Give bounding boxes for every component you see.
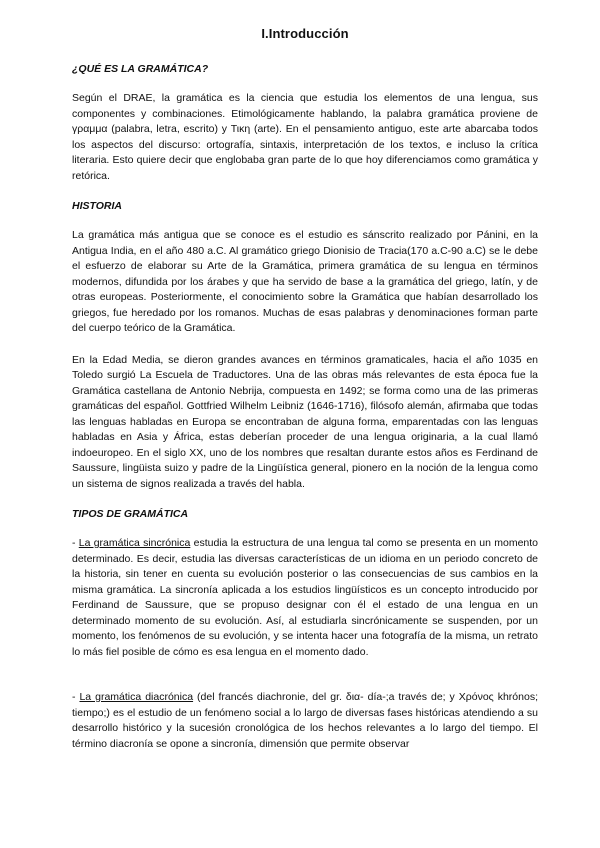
bullet-dash: - [72, 691, 80, 703]
paragraph-historia-1: La gramática más antigua que se conoce es el estudio es sánscrito realizado por Pánini, en la Antigua India, en el año 480 a.C. Al gramático griego Dionisio de Tracia(170 a.C-90 a.C) se le debe el esfuerzo de elaborar su Arte de la Gramática, primera gramática de su lengua en términos modernos, difundida por los árabes y que ha servido de base a la gramática del griego, latín, y de otras europeas. Posteriormente, el conocimiento sobre la Gramática que habían desarrollado los griegos, fue heredado por los romanos. Muchas de esas palabras y denominaciones forman parte del cuerpo teórico de la Gramática. [72, 229, 538, 334]
paragraph-diacronica [72, 690, 538, 752]
spacer [72, 676, 538, 690]
text-sincronica: estudia la estructura de una lengua tal como se presenta en un momento determinado. Es decir, estudia las diversas características de un idioma en un periodo concreto de la historia, sin tener en cuenta su evolución posterior o las consecuencias de sus cambios en la misma gramática. La sincronía aplicada a los estudios lingüísticos es un concepto introducido por Ferdinand de Saussure, que se propuso designar con él el estado de una lengua en un determinado momento de su evolución. Así, al estudiarla sincrónicamente se suspenden, por un momento, los fenómenos de su evolución, y se intenta hacer una fotografía de la misma, un retrato lo más fiel posible de cómo es esa lengua en el momento dado. [72, 537, 539, 658]
page-title: I.Introducción [261, 26, 349, 41]
heading-que-es: ¿QUÉ ES LA GRAMÁTICA? [72, 63, 209, 75]
document-content [72, 26, 538, 768]
paragraph-que-es: Según el DRAE, la gramática es la ciencia que estudia los elementos de una lengua, sus componentes y combinaciones. Etimológicamente hablando, la palabra gramática proviene de γραμμα (palabra, letra, escrito) y Τικη (arte). En el pensamiento antiguo, este arte abarcaba todos los aspectos del discurso: ortografía, sintaxis, interpretación de los textos, e incluso la crítica literaria. Esto quiere decir que englobaba gran parte de lo que hoy diferenciamos como gramática y retórica. [72, 92, 538, 182]
bullet-dash: - [72, 537, 79, 549]
paragraph-sincronica [72, 536, 538, 660]
text-diacronica: (del francés diachronie, del gr. δια- día-;a través de; y Χρόνος khrónos; tiempo;) es el estudio de un fenómeno social a lo largo de diversas fases históricas atendiendo a su desarrollo histórico y la sucesión cronológica de los hechos relevantes a lo largo del tiempo. El término diacronía se opone a sincronía, dimensión que permite observar [72, 691, 538, 750]
heading-historia: HISTORIA [72, 200, 122, 212]
heading-tipos: TIPOS DE GRAMÁTICA [72, 508, 189, 520]
term-sincronica: La gramática sincrónica [78, 537, 191, 549]
paragraph-historia-2: En la Edad Media, se dieron grandes avances en términos gramaticales, hacia el año 1035 en Toledo surgió La Escuela de Traductores. Una de las obras más relevantes de esta época fue la Gramática castellana de Antonio Nebrija, compuesta en 1492; se forma como una de las primeras gramáticas del español. Gottfried Wilhelm Leibniz (1646-1716), filósofo alemán, afirmaba que todas las lenguas habladas en Europa se encontraban de alguna forma, emparentadas con las lenguas habladas en Asia y África, estas deberían proceder de una lengua originaria, a la cual llamó indoeuropeo. En el siglo XX, uno de los nombres que resaltan durante estos años es Ferdinand de Saussure, lingüista suizo y padre de la Lingüística general, pionero en la noción de la lengua como un sistema de signos realizada a través del habla. [72, 353, 538, 490]
term-diacronica: La gramática diacrónica [79, 691, 194, 703]
